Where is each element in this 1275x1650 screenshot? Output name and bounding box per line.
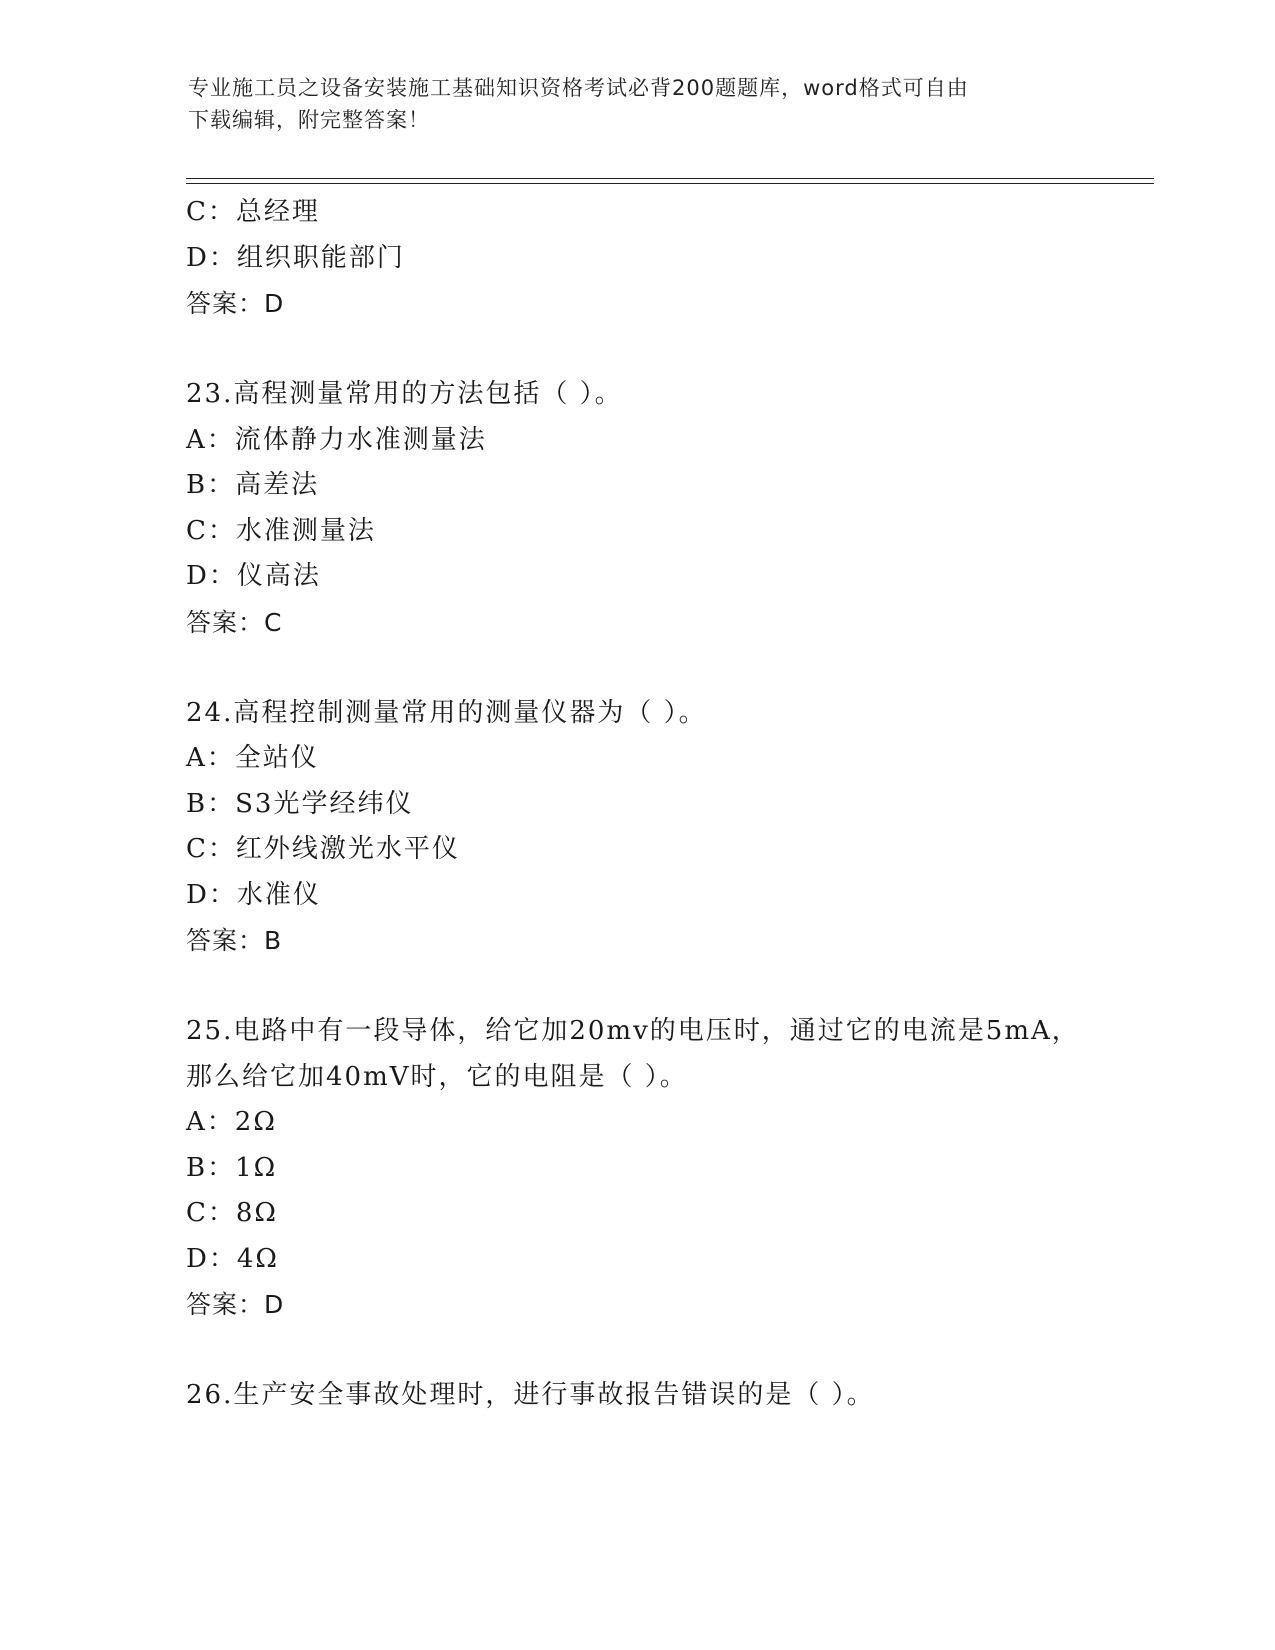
spacer bbox=[186, 1328, 1146, 1374]
answer-text: 答案：B bbox=[186, 926, 283, 955]
option-text: C：红外线激光水平仪 bbox=[186, 834, 460, 864]
question-text: 24.高程控制测量常用的测量仪器为（ ）。 bbox=[186, 697, 707, 728]
header-divider-bottom bbox=[186, 183, 1154, 184]
option-text: D：仪高法 bbox=[186, 561, 321, 591]
header-divider-top bbox=[186, 178, 1154, 179]
question-text: 23.高程测量常用的方法包括（ ）。 bbox=[186, 379, 623, 409]
option-text: D：组织职能部门 bbox=[186, 242, 405, 273]
spacer bbox=[186, 645, 1146, 691]
option-text: A：2Ω bbox=[186, 1107, 277, 1137]
option-text: C：水准测量法 bbox=[186, 515, 376, 546]
header-title-line-2: 下载编辑，附完整答案！ bbox=[188, 108, 430, 132]
option-text: D：水准仪 bbox=[186, 879, 321, 910]
spacer bbox=[186, 327, 1146, 373]
option-text: D：4Ω bbox=[186, 1243, 279, 1274]
option-text: B：高差法 bbox=[186, 470, 320, 500]
header-title-line-1: 专业施工员之设备安装施工基础知识资格考试必背200题题库，word格式可自由 bbox=[188, 76, 969, 100]
question-text: 26.生产安全事故处理时，进行事故报告错误的是（ ）。 bbox=[186, 1380, 875, 1410]
option-text: C：8Ω bbox=[186, 1198, 278, 1228]
document-header bbox=[188, 72, 1088, 136]
answer-text: 答案：D bbox=[186, 1290, 285, 1319]
question-text: 25.电路中有一段导体，给它加20mv的电压时，通过它的电流是5mA， bbox=[186, 1016, 1080, 1046]
option-text: B：S3光学经纬仪 bbox=[186, 788, 414, 819]
option-text: B：1Ω bbox=[186, 1152, 278, 1183]
option-text: A：流体静力水准测量法 bbox=[186, 424, 487, 455]
option-text: A：全站仪 bbox=[186, 743, 319, 773]
spacer bbox=[186, 964, 1146, 1010]
question-text: 那么给它加40mV时，它的电阻是（ ）。 bbox=[186, 1061, 688, 1092]
option-text: C：总经理 bbox=[186, 197, 320, 227]
question-list bbox=[186, 190, 1146, 1419]
answer-text: 答案：D bbox=[186, 289, 285, 318]
answer-text: 答案：C bbox=[186, 607, 283, 637]
